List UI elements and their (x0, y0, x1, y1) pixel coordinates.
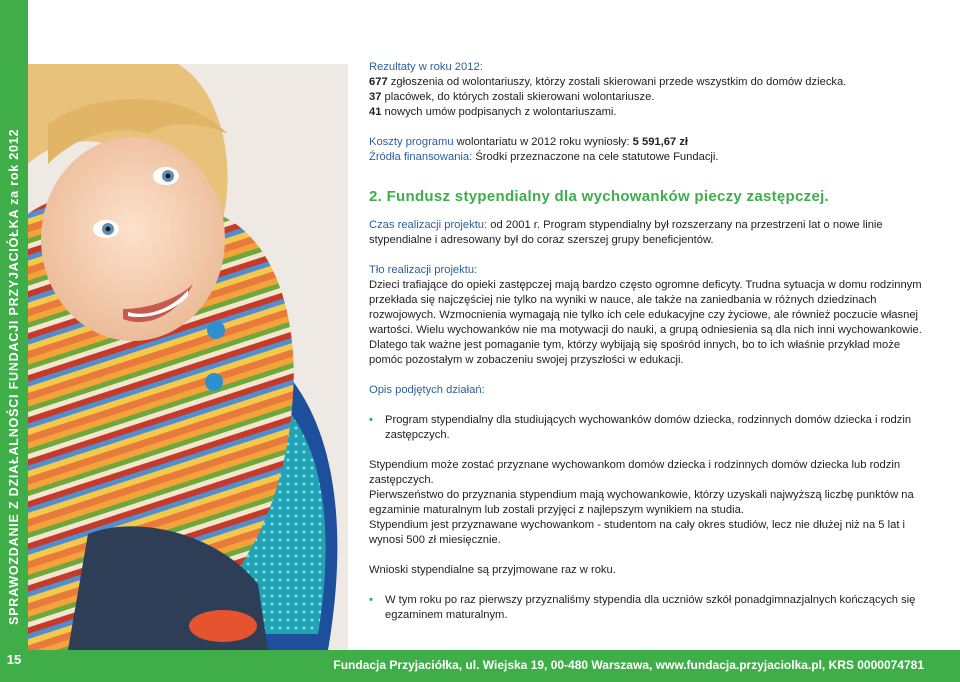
sidebar-title: SPRAWOZDANIE Z DZIAŁALNOŚCI FUNDACJI PRZYJACIÓŁKA za rok 2012 (7, 128, 21, 625)
info-paragraph: Pierwszeństwo do przyznania stypendium mają wychowankowie, którzy uzyskali najwyższą liczbę punktów na egzaminie maturalnym lub zostali przyjęci z najlepszym wynikiem na studia. (369, 489, 914, 516)
main-content (369, 60, 929, 623)
actions-label: Opis podjętych działań: (369, 384, 485, 396)
background-paragraph: Dzieci trafiające do opieki zastępczej mają bardzo często ogromne deficyty. Trudna sytuacja w domu rodzinnym przekłada się najczęściej nie tylko na wyniki w nauce, ale także na zaniedbania w różnych dziedzinach rozwojowych. Wzmocnienia wymagają nie tylko ich cele edukacyjne czy życiowe, ale również poczucie własnej wartości. Wielu wychowanków nie ma motywacji do nauki, a grupą odniesienia są dla nich inni wychowankowie. Dlatego tak ważne jest pomaganie tym, którzy wybijają się spośród innych, bo to ich właśnie przykład może pomóc pozostałym w zobaczeniu swojej przyszłości w edukacji. (369, 279, 922, 366)
bullet-item: • W tym roku po raz pierwszy przyznaliśmy stypendia dla uczniów szkół ponadgimnazjalnych kończących się egzaminem maturalnym. (369, 594, 916, 621)
results-line: 41 nowych umów podpisanych z wolontariuszami. (369, 106, 617, 118)
costs-line: Koszty programu wolontariatu w 2012 roku wyniosły: 5 591,67 zł (369, 136, 689, 148)
sidebar (0, 0, 28, 682)
info-paragraph: Stypendium może zostać przyznane wychowankom domów dziecka i rodzinnych domów dziecka lub rodzin zastępczych. (369, 459, 901, 486)
results-line: 37 placówek, do których zostali skierowani wolontariusze. (369, 91, 655, 103)
child-photo (28, 64, 348, 650)
background-label: Tło realizacji projektu: (369, 264, 478, 276)
bullet-icon: • (369, 594, 373, 606)
info-paragraph: Stypendium jest przyznawane wychowankom - studentom na cały okres studiów, lecz nie dłużej niż na 5 lat i wynosi 500 zł miesięcznie. (369, 519, 906, 546)
results-heading: Rezultaty w roku 2012: (369, 61, 483, 73)
results-line: 677 zgłoszenia od wolontariuszy, którzy zostali skierowani przede wszystkim do domów dziecka. (369, 76, 847, 88)
funding-line: Źródła finansowania: Środki przeznaczone na cele statutowe Fundacji. (369, 151, 719, 163)
time-paragraph: Czas realizacji projektu: od 2001 r. Program stypendialny był rozszerzany na przestrzeni lat o nowe linie stypendialne i adresowany był do coraz szerszej grupy beneficjentów. (369, 219, 883, 246)
section-heading: 2. Fundusz stypendialny dla wychowanków pieczy zastępczej. (369, 188, 830, 205)
bullet-item: • Program stypendialny dla studiujących wychowanków domów dziecka, rodzinnych domów dziecka i rodzin zastępczych. (369, 414, 912, 441)
footer-text: Fundacja Przyjaciółka, ul. Wiejska 19, 00-480 Warszawa, www.fundacja.przyjaciolka.pl, KRS 0000074781 (333, 658, 924, 672)
page-number: 15 (6, 652, 22, 667)
info-paragraph: Wnioski stypendialne są przyjmowane raz w roku. (369, 564, 616, 576)
bullet-icon: • (369, 414, 373, 426)
